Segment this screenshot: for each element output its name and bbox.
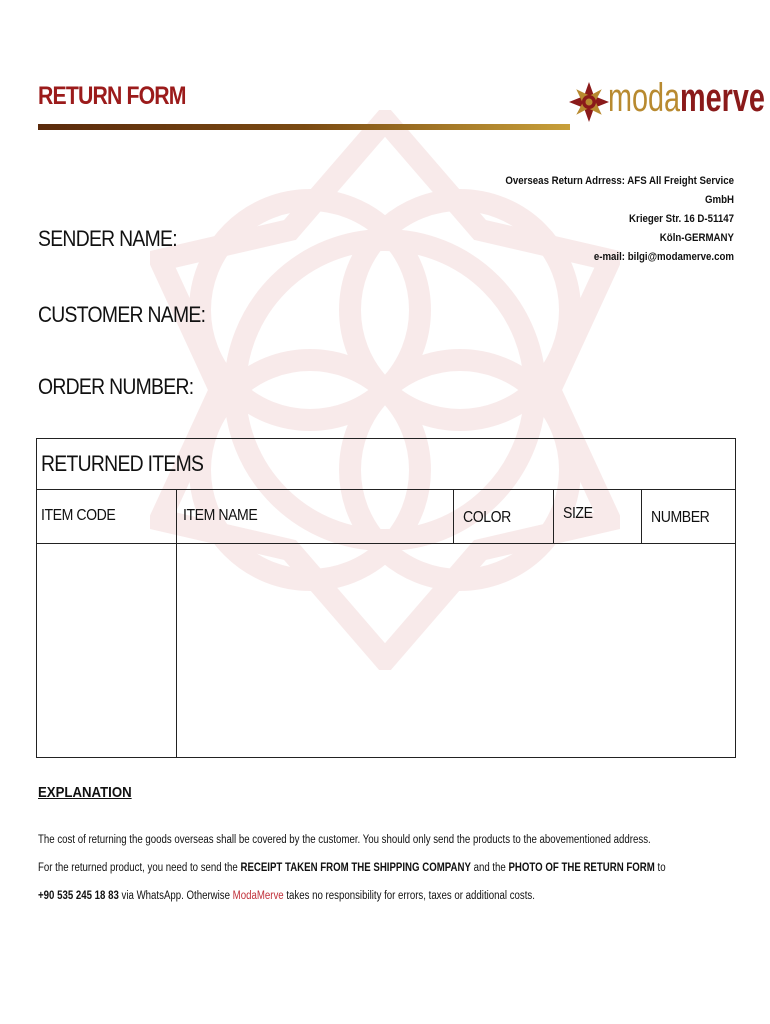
column-divider: [453, 489, 454, 543]
address-line: Köln-GERMANY: [659, 232, 734, 244]
explanation-text-span: takes no responsibility for errors, taxes or additional costs.: [283, 890, 535, 902]
return-address: [474, 172, 734, 267]
returned-items-title: RETURNED ITEMS: [41, 451, 204, 476]
sender-name-label: SENDER NAME:: [38, 226, 177, 251]
address-line: Krieger Str. 16 D-51147: [629, 213, 734, 225]
logo-wordmark-merve: merve: [680, 76, 765, 120]
address-line: GmbH: [704, 194, 734, 206]
page-title: RETURN FORM: [38, 82, 186, 110]
explanation-paragraph-1: The cost of returning the goods overseas shall be covered by the customer. You should only send the products to the abovementioned address.: [38, 834, 651, 846]
column-header-color: COLOR: [463, 509, 511, 526]
order-number-label: ORDER NUMBER:: [38, 374, 194, 399]
explanation-text: [38, 826, 693, 910]
photo-emphasis: PHOTO OF THE RETURN FORM: [508, 862, 655, 874]
logo-wordmark: [608, 76, 765, 120]
explanation-text-span: via WhatsApp. Otherwise: [118, 890, 233, 902]
logo-wordmark-moda: moda: [608, 76, 681, 120]
column-header-row: [37, 489, 735, 544]
explanation-title: EXPLANATION: [38, 784, 132, 801]
explanation-paragraph-2: [38, 854, 693, 882]
address-line: Overseas Return Adrress: AFS All Freight Service: [505, 175, 734, 187]
explanation-text-span: For the returned product, you need to send the: [38, 862, 241, 874]
brand-name: ModaMerve: [232, 890, 284, 902]
receipt-emphasis: RECEIPT TAKEN FROM THE SHIPPING COMPANY: [240, 862, 471, 874]
column-divider: [641, 489, 642, 543]
customer-name-label: CUSTOMER NAME:: [38, 302, 206, 327]
column-header-item-name: ITEM NAME: [183, 507, 258, 524]
explanation-text-span: to: [654, 862, 666, 874]
column-divider: [176, 489, 177, 757]
column-header-item-code: ITEM CODE: [41, 507, 116, 524]
title-underline: [38, 124, 570, 130]
explanation-text-span: and the: [470, 862, 509, 874]
column-divider: [553, 489, 554, 543]
column-header-size: SIZE: [563, 505, 593, 522]
returned-items-table: [36, 438, 736, 758]
brand-logo: [568, 70, 765, 132]
whatsapp-number: +90 535 245 18 83: [38, 890, 119, 902]
explanation-paragraph-3: [38, 882, 693, 910]
logo-emblem-icon: [568, 70, 610, 132]
returned-items-header: [37, 439, 735, 490]
address-email: e-mail: bilgi@modamerve.com: [593, 251, 734, 263]
column-header-number: NUMBER: [651, 509, 710, 526]
